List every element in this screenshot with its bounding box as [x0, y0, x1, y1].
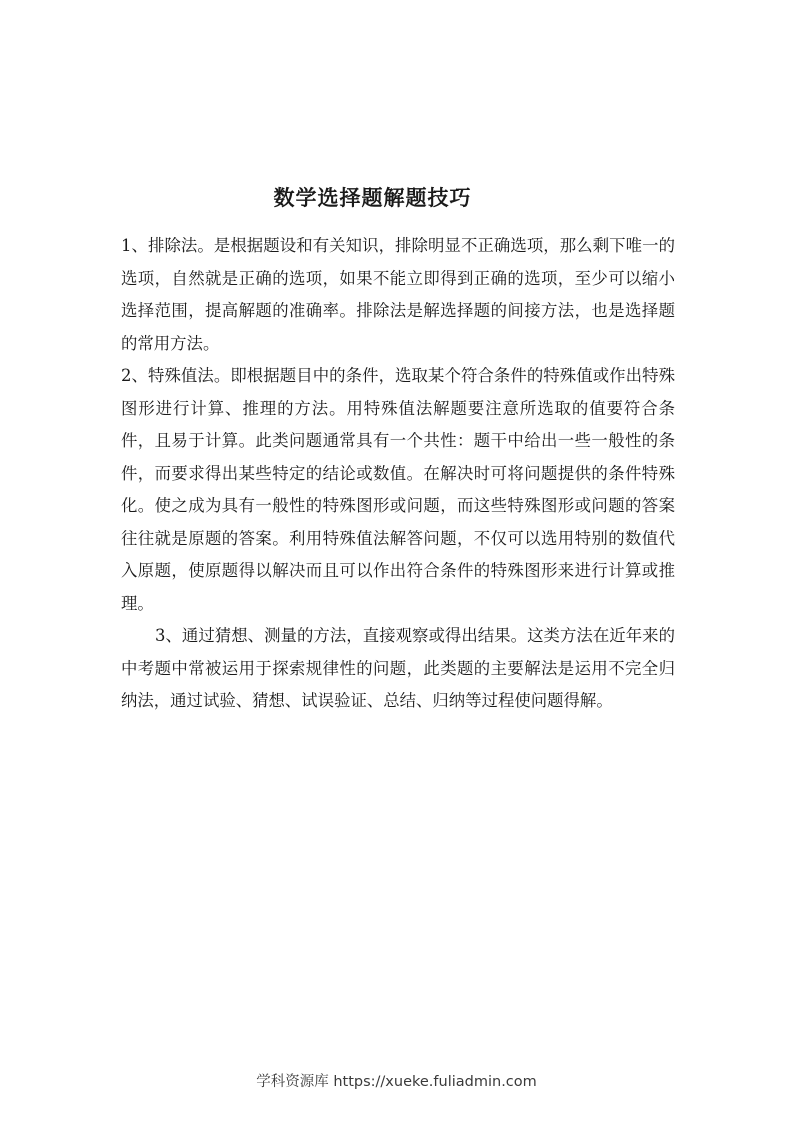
paragraph-guess-measure-method: 3、通过猜想、测量的方法，直接观察或得出结果。这类方法在近年来的中考题中常被运用于探索规律性的问题，此类题的主要解法是运用不完全归纳法，通过试验、猜想、试误验证、总结、归纳等过程使问题得解。 [121, 626, 675, 710]
paragraph-exclusion-method: 1、排除法。是根据题设和有关知识，排除明显不正确选项，那么剩下唯一的选项，自然就是正确的选项，如果不能立即得到正确的选项，至少可以缩小选择范围，提高解题的准确率。排除法是解选择题的间接方法，也是选择题的常用方法。 [121, 236, 675, 353]
document-title: 数学选择题解题技巧 [273, 185, 472, 210]
footer-watermark: 学科资源库 https://xueke.fuliadmin.com [256, 1074, 537, 1090]
document-body [121, 230, 675, 718]
paragraph-special-value-method: 2、特殊值法。即根据题目中的条件，选取某个符合条件的特殊值或作出特殊图形进行计算、推理的方法。用特殊值法解题要注意所选取的值要符合条件，且易于计算。此类问题通常具有一个共性：题干中给出一些一般性的条件，而要求得出某些特定的结论或数值。在解决时可将问题提供的条件特殊化。使之成为具有一般性的特殊图形或问题，而这些特殊图形或问题的答案往往就是原题的答案。利用特殊值法解答问题，不仅可以选用特别的数值代入原题，使原题得以解决而且可以作出符合条件的特殊图形来进行计算或推理。 [121, 366, 675, 613]
